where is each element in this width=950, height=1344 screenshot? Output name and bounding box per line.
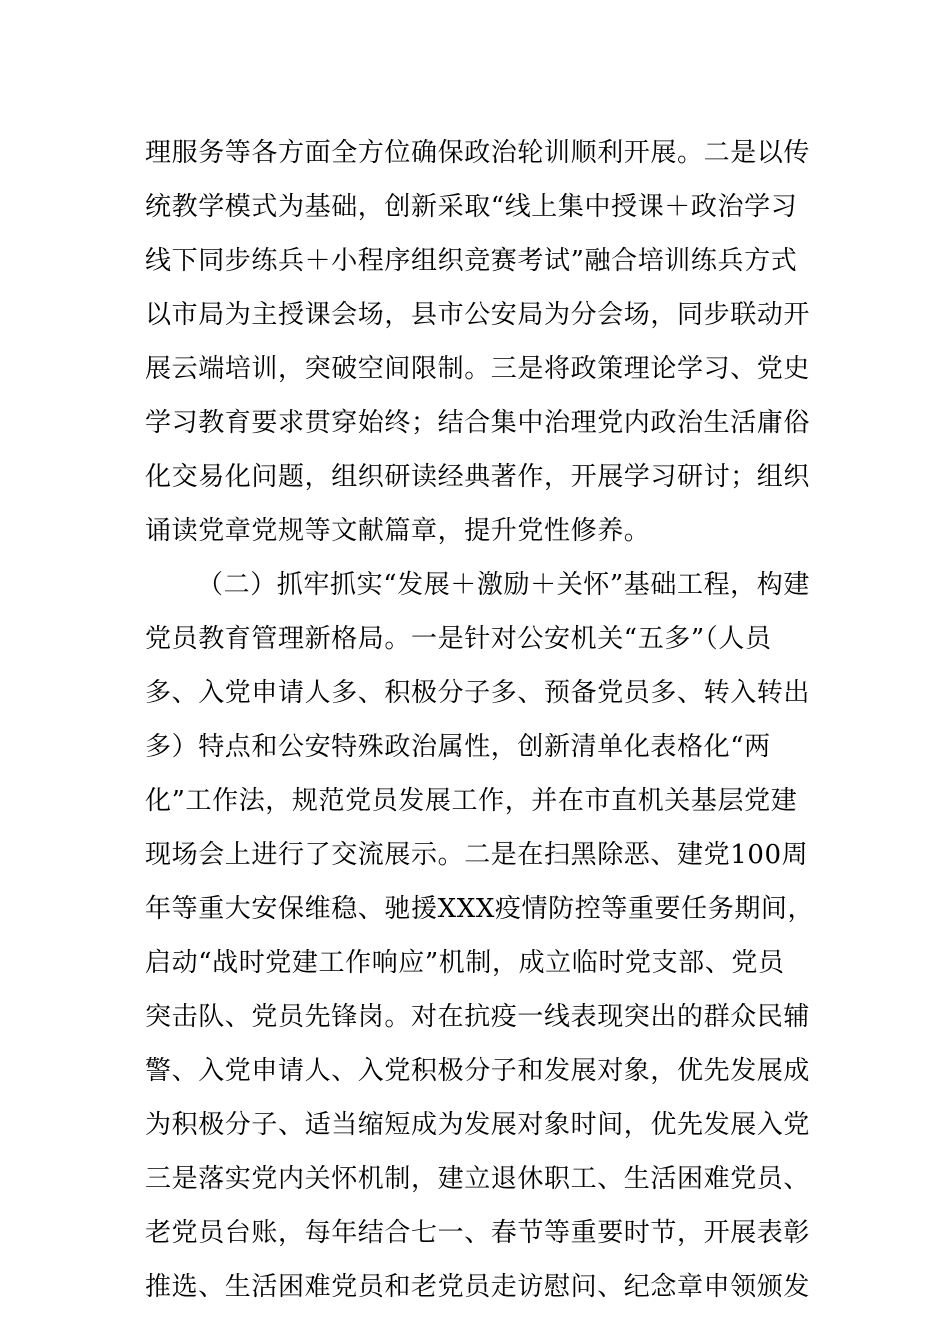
text-line: 多）特点和公安特殊政治属性，创新清单化表格化“两 <box>145 732 771 762</box>
text-line: 化”工作法，规范党员发展工作，并在市直机关基层党建 <box>145 786 798 816</box>
text-line: 老党员台账，每年结合七一、春节等重要时节，开展表彰 <box>145 1218 811 1248</box>
text-line: 以市局为主授课会场，县市公安局为分会场，同步联动开 <box>145 300 811 330</box>
text-line: 现场会上进行了交流展示。二是在扫黑除恶、建党100周 <box>145 840 809 870</box>
text-line: 启动“战时党建工作响应”机制，成立临时党支部、党员 <box>145 948 785 978</box>
text-line: 年等重大安保维稳、驰援XXX疫情防控等重要任务期间， <box>145 894 815 924</box>
text-line: 学习教育要求贯穿始终；结合集中治理党内政治生活庸俗 <box>145 408 811 438</box>
text-line: 突击队、党员先锋岗。对在抗疫一线表现突出的群众民辅 <box>145 1002 811 1032</box>
text-line: 为积极分子、适当缩短成为发展对象时间，优先发展入党 <box>145 1110 811 1140</box>
text-line: 警、入党申请人、入党积极分子和发展对象，优先发展成 <box>145 1056 811 1086</box>
text-line: 诵读党章党规等文献篇章，提升党性修养。 <box>145 516 651 546</box>
text-line: 党员教育管理新格局。一是针对公安机关“五多”（人员 <box>145 624 772 654</box>
text-line: 三是落实党内关怀机制，建立退休职工、生活困难党员、 <box>145 1164 811 1194</box>
text-line: 多、入党申请人多、积极分子多、预备党员多、转入转出 <box>145 678 811 708</box>
text-line: 推选、生活困难党员和老党员走访慰问、纪念章申领颁发 <box>145 1272 811 1302</box>
text-line: 化交易化问题，组织研读经典著作，开展学习研讨；组织 <box>145 462 811 492</box>
text-line: 理服务等各方面全方位确保政治轮训顺利开展。二是以传 <box>145 138 811 168</box>
text-line: 展云端培训，突破空间限制。三是将政策理论学习、党史 <box>145 354 811 384</box>
text-line: 统教学模式为基础，创新采取“线上集中授课＋政治学习 <box>145 192 798 222</box>
section-heading-line: （二）抓牢抓实“发展＋激励＋关怀”基础工程，构建 <box>197 570 810 600</box>
text-line: 线下同步练兵＋小程序组织竞赛考试”融合培训练兵方式 <box>145 246 798 276</box>
